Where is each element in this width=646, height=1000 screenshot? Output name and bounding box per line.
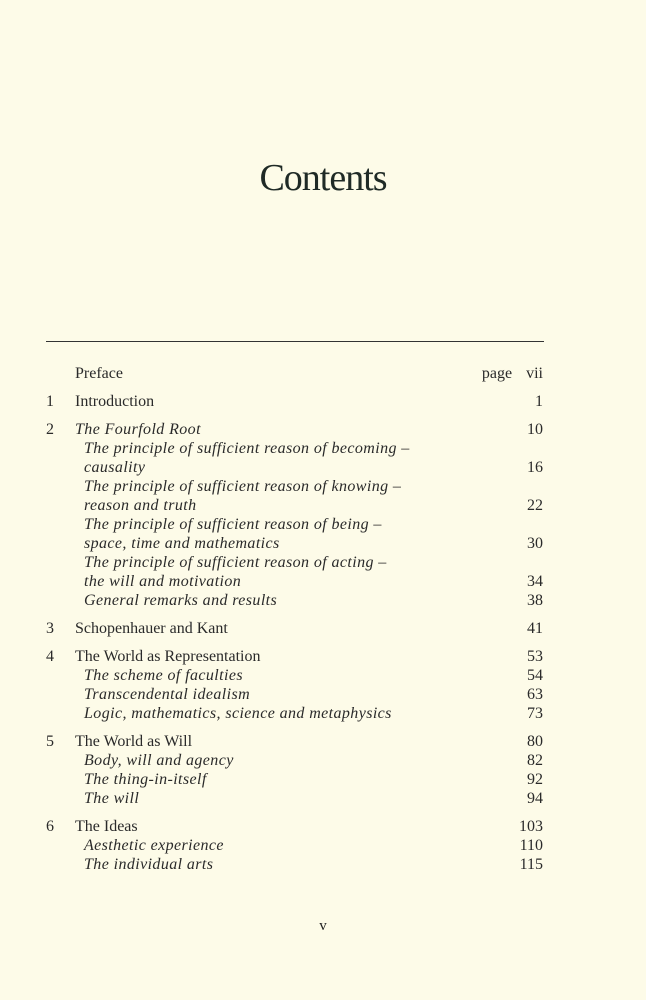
page-number: 10 bbox=[527, 421, 543, 438]
chapter-title: The Ideas bbox=[75, 818, 138, 835]
toc-chapter-3[interactable] bbox=[46, 619, 543, 638]
toc-section[interactable] bbox=[46, 515, 543, 553]
section-title: The scheme of faculties bbox=[84, 667, 243, 684]
section-title: Aesthetic experience bbox=[84, 837, 224, 854]
section-title: The will bbox=[84, 790, 140, 807]
section-title-line1: The principle of sufficient reason of acting – bbox=[84, 554, 387, 571]
section-title-line2: reason and truth bbox=[84, 497, 197, 514]
chapter-number: 1 bbox=[46, 393, 54, 410]
page-number: 22 bbox=[527, 497, 543, 514]
page-number: 82 bbox=[527, 752, 543, 769]
page-number: 92 bbox=[527, 771, 543, 788]
section-title: The thing-in-itself bbox=[84, 771, 207, 788]
toc-chapter-1[interactable] bbox=[46, 392, 543, 411]
page-number: 80 bbox=[527, 733, 543, 750]
page-number: 73 bbox=[527, 705, 543, 722]
section-title-line2: space, time and mathematics bbox=[84, 535, 280, 552]
section-title-line2: the will and motivation bbox=[84, 573, 242, 590]
toc-section[interactable] bbox=[46, 704, 543, 723]
toc-section[interactable] bbox=[46, 855, 543, 874]
toc-section[interactable] bbox=[46, 836, 543, 855]
chapter-number: 2 bbox=[46, 421, 54, 438]
page-number: 1 bbox=[535, 393, 543, 410]
toc-chapter-6[interactable] bbox=[46, 817, 543, 836]
entry-title: Preface bbox=[75, 365, 123, 382]
chapter-number: 6 bbox=[46, 818, 54, 835]
section-title-line1: The principle of sufficient reason of being – bbox=[84, 516, 382, 533]
section-title: General remarks and results bbox=[84, 592, 278, 609]
section-title: Logic, mathematics, science and metaphysics bbox=[84, 705, 392, 722]
toc-chapter-2[interactable] bbox=[46, 420, 543, 439]
chapter-title: Schopenhauer and Kant bbox=[75, 620, 228, 637]
page-number: 54 bbox=[527, 667, 543, 684]
toc-section[interactable] bbox=[46, 591, 543, 610]
toc-section[interactable] bbox=[46, 666, 543, 685]
chapter-title: Introduction bbox=[75, 393, 155, 410]
section-title-line1: The principle of sufficient reason of knowing – bbox=[84, 478, 402, 495]
toc-section[interactable] bbox=[46, 770, 543, 789]
chapter-number: 3 bbox=[46, 620, 54, 637]
section-title: Body, will and agency bbox=[84, 752, 234, 769]
chapter-title: The World as Representation bbox=[75, 648, 261, 665]
table-of-contents bbox=[46, 364, 543, 874]
page-number: 16 bbox=[527, 459, 543, 476]
chapter-number: 5 bbox=[46, 733, 54, 750]
page-folio: v bbox=[319, 918, 327, 934]
page-number: page vii bbox=[481, 365, 543, 382]
page-number: 63 bbox=[527, 686, 543, 703]
page-number: 53 bbox=[527, 648, 543, 665]
page-number: 30 bbox=[527, 535, 543, 552]
toc-chapter-5[interactable] bbox=[46, 732, 543, 751]
toc-entry-preface[interactable] bbox=[46, 364, 543, 383]
chapter-number: 4 bbox=[46, 648, 54, 665]
page-number: 38 bbox=[527, 592, 543, 609]
toc-section[interactable] bbox=[46, 789, 543, 808]
section-title: The individual arts bbox=[84, 856, 214, 873]
section-title: Transcendental idealism bbox=[84, 686, 251, 703]
toc-section[interactable] bbox=[46, 477, 543, 515]
chapter-title: The Fourfold Root bbox=[75, 421, 201, 438]
section-title-line2: causality bbox=[84, 459, 146, 476]
chapter-title: The World as Will bbox=[75, 733, 193, 750]
page-number: 34 bbox=[527, 573, 543, 590]
toc-section[interactable] bbox=[46, 751, 543, 770]
toc-section[interactable] bbox=[46, 685, 543, 704]
page-number: 41 bbox=[527, 620, 543, 637]
toc-chapter-4[interactable] bbox=[46, 647, 543, 666]
page-number: 103 bbox=[519, 818, 543, 835]
toc-section[interactable] bbox=[46, 439, 543, 477]
page-number: 115 bbox=[519, 856, 543, 873]
page-number: 94 bbox=[527, 790, 543, 807]
section-title-line1: The principle of sufficient reason of becoming – bbox=[84, 440, 410, 457]
divider bbox=[46, 341, 544, 342]
toc-section[interactable] bbox=[46, 553, 543, 591]
page-title: Contents bbox=[259, 157, 387, 199]
page-number: 110 bbox=[519, 837, 543, 854]
